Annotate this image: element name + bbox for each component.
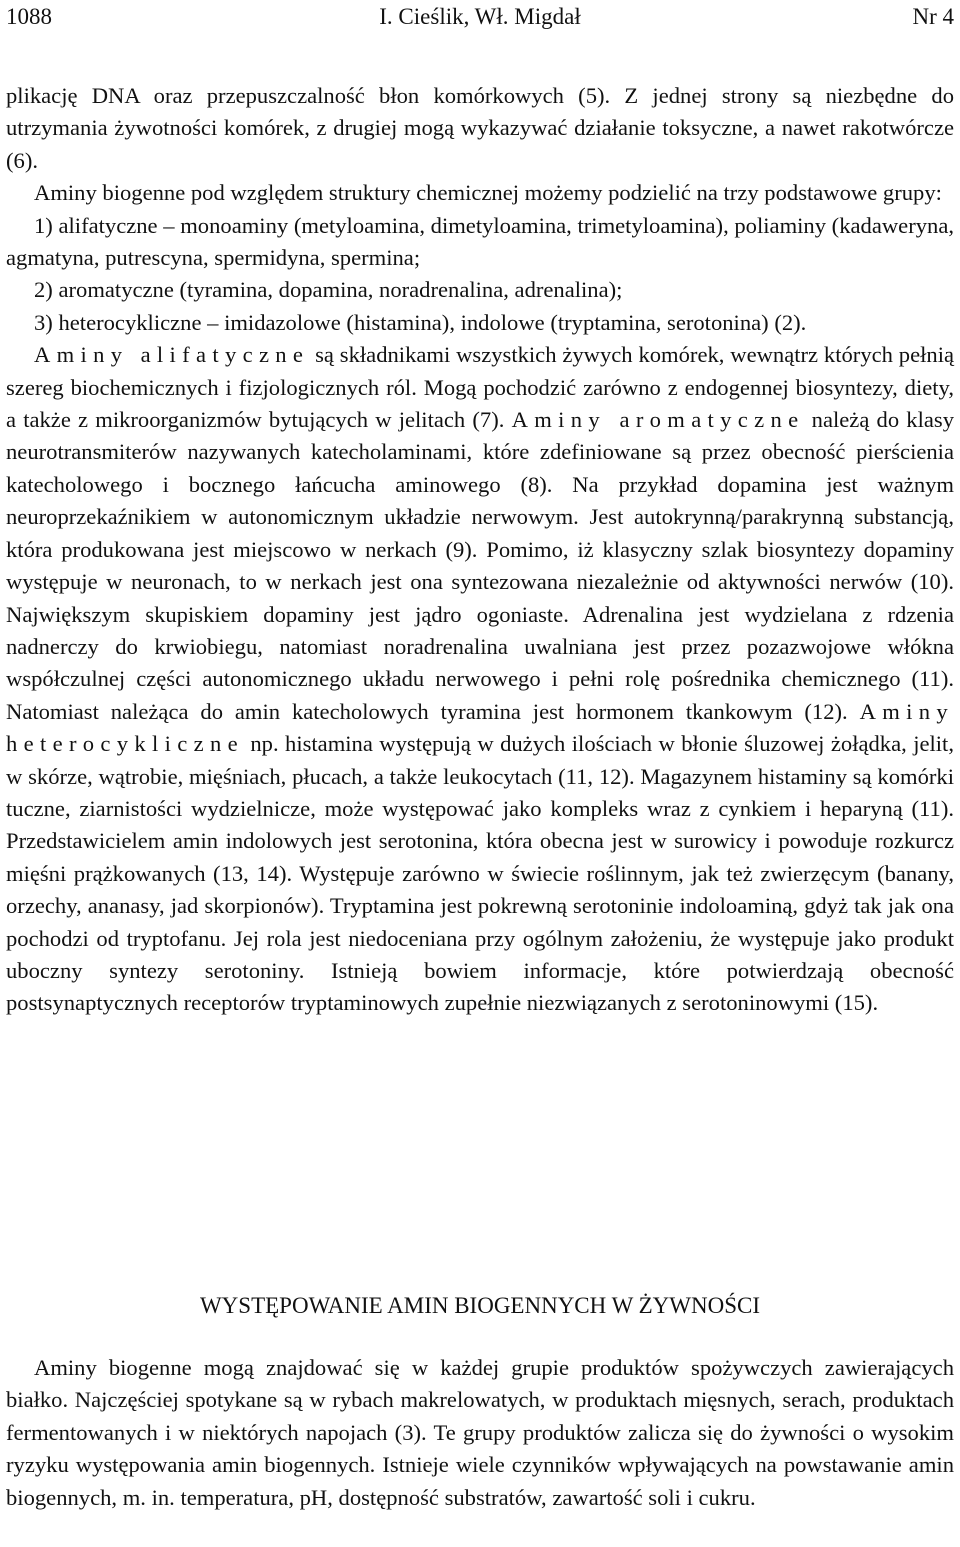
text-aliphatic: są składnikami wszystkich żywych komórek, wewnątrz których pełnią szereg biochemicznych i fizjologicznych ról. Mogą pochodzić zarówno z endogennej biosyntezy, diety, a także z mikroorganizmów bytujących w jelitach (7). bbox=[6, 342, 954, 433]
list-item-heterocyclic: 3) heterocykliczne – imidazolowe (histamina), indolowe (tryptamina, serotonina) (2). bbox=[34, 309, 807, 335]
section-heading: WYSTĘPOWANIE AMIN BIOGENNYCH W ŻYWNOŚCI bbox=[199, 1293, 761, 1318]
paragraph-occurrence: Aminy biogenne mogą znajdować się w każdej grupie produktów spożywczych zawierających białko. Najczęściej spotykane są w rybach makrelowatych, w produktach mięsnych, serach, produktach fermentowanych i w niektórych napojach (3). Te grupy produktów zalicza się do żywności o wysokim ryzyku występowania amin biogennych. Istnieje wiele czynników wpływających na powstawanie amin biogennych, m. in. temperatura, pH, dostępność substratów, zawartość soli i cukru. bbox=[6, 1355, 954, 1510]
paragraph-amine-groups: Aminy biogenne pod względem struktury chemicznej możemy podzielić na trzy podstawowe grupy: bbox=[34, 180, 942, 206]
list-item-aliphatic: 1) alifatyczne – monoaminy (metyloamina, dimetyloamina, trimetyloamina), poliaminy (kadaweryna, agmatyna, putrescyna, spermidyna, spermina; bbox=[6, 212, 954, 271]
section-body bbox=[6, 1352, 954, 1514]
list-item-aromatic: 2) aromatyczne (tyramina, dopamina, noradrenalina, adrenalina); bbox=[34, 277, 623, 303]
paragraph-continued: plikację DNA oraz przepuszczalność błon komórkowych (5). Z jednej strony są niezbędne do utrzymania żywotności komórek, z drugiej mogą wykazywać działanie toksyczne, a nawet rakotwórcze (6). bbox=[6, 83, 954, 173]
article-body bbox=[6, 80, 954, 1020]
text-heterocyclic: np. histamina występują w dużych ilościach w błonie śluzowej żołądka, jelit, w skórze, wątrobie, mięśniach, płucach, a także leukocytach (11, 12). Magazynem histaminy są komórki tuczne, ziarnistości wydzielnicze, może występować jako kompleks wraz z cynkiem i heparyną (11). Przedstawicielem amin indolowych jest serotonina, która obecna jest w surowicy i powoduje rozkurcz mięśni prążkowanych (13, 14). Występuje zarówno w świecie roślinnym, jak też zwierzęcym (banany, orzechy, ananasy, jad skorpionów). Tryptamina jest pokrewną serotoninie indoloaminą, gdyż tak jak ona pochodzi od tryptofanu. Jej rola jest niedoceniana przy ogólnym założeniu, że występuje jako produkt uboczny syntezy serotoniny. Istnieją bowiem informacje, które potwierdzają obecność postsynaptycznych receptorów tryptaminowych zupełnie niezwiązanych z serotoninowymi (15). bbox=[6, 731, 954, 1016]
spaced-term-aliphatic: Aminy alifatyczne bbox=[34, 342, 310, 368]
spaced-term-heterocyclic: Aminy heterocykliczne bbox=[6, 698, 954, 757]
running-authors: I. Cieślik, Wł. Migdał bbox=[379, 4, 581, 29]
spaced-term-aromatic: Aminy aromatyczne bbox=[511, 407, 805, 433]
paragraph-amine-descriptions bbox=[6, 339, 954, 1020]
page-header bbox=[6, 2, 954, 32]
page-number: 1088 bbox=[6, 4, 52, 29]
issue-number: Nr 4 bbox=[912, 4, 954, 29]
text-aromatic: należą do klasy neurotransmiterów nazywanych katecholaminami, które zdefiniowane są przez obecność pierścienia katecholowego i bocznego łańcucha aminowego (8). Na przykład dopamina jest ważnym neuroprzekaźnikiem w autonomicznym układzie nerwowym. Jest autokrynną/parakrynną substancją, która produkowana jest miejscowo w nerkach (9). Pomimo, iż klasyczny szlak biosyntezy dopaminy występuje w neuronach, to w nerkach jest ona syntezowana niezależnie od aktywności nerwów (10). Największym skupiskiem dopaminy jest jądro ogoniaste. Adrenalina jest wydzielana z rdzenia nadnerczy do krwiobiegu, natomiast noradrenalina uwalniana jest przez pozazwojowe włókna współczulnej części autonomicznego układu nerwowego i pełni rolę pośrednika chemicznego (11). Natomiast należąca do amin katecholowych tyramina jest hormonem tkankowym (12). bbox=[6, 407, 954, 724]
